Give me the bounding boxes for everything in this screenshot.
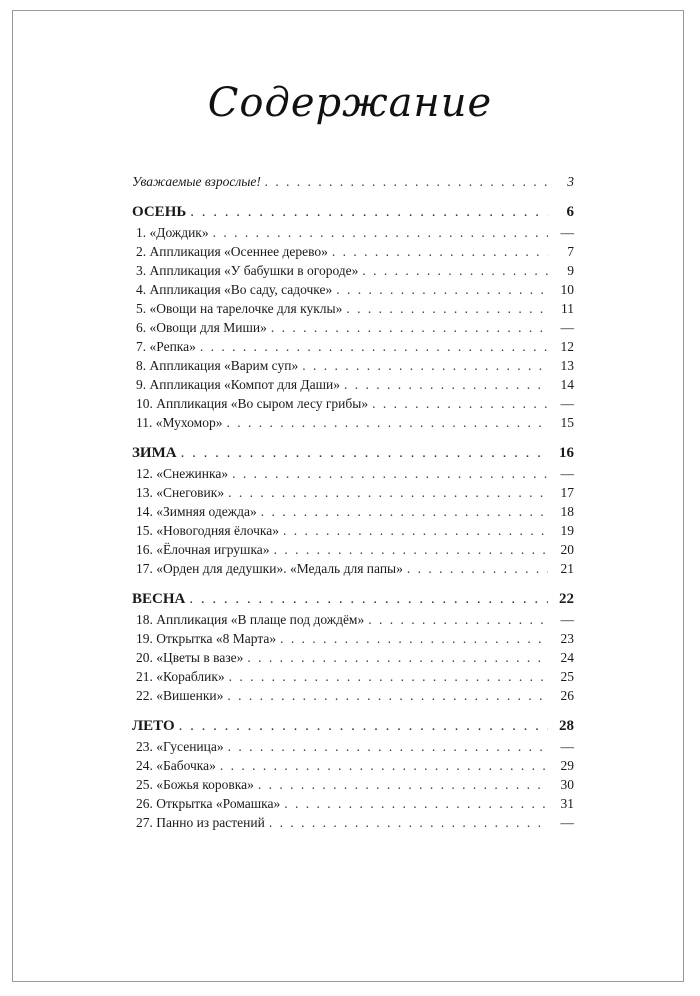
dot-leader [261, 502, 548, 521]
toc-entry[interactable] [132, 521, 574, 540]
toc-entry[interactable] [132, 356, 574, 375]
toc-entry[interactable] [132, 540, 574, 559]
toc-entry-page: 7 [567, 244, 574, 259]
toc-entry-page: — [560, 396, 574, 411]
toc-intro-entry[interactable] [132, 172, 574, 191]
toc-entry-title: 8. Аппликация «Варим суп» [136, 358, 299, 373]
toc-entry-title: 19. Открытка «8 Марта» [136, 631, 277, 646]
dot-leader [274, 540, 548, 559]
dot-leader [271, 318, 548, 337]
dot-leader [407, 559, 548, 578]
toc-entry-page: 21 [560, 561, 574, 576]
toc-entry[interactable] [132, 394, 574, 413]
section-page: 6 [566, 204, 574, 220]
dot-leader [226, 413, 548, 432]
dot-leader [228, 483, 548, 502]
page-title: Содержание [207, 80, 493, 126]
toc-entry-title: 27. Панно из растений [136, 815, 265, 830]
toc-entry-page: 19 [560, 523, 574, 538]
dot-leader [247, 648, 548, 667]
toc-entry-page: 13 [560, 358, 574, 373]
toc-entry-title: 20. «Цветы в вазе» [136, 650, 244, 665]
toc-entry[interactable] [132, 261, 574, 280]
toc-entry-page: — [560, 466, 574, 481]
toc-entry-page: 23 [560, 631, 574, 646]
dot-leader [332, 242, 548, 261]
toc-entry[interactable] [132, 648, 574, 667]
dot-leader [362, 261, 548, 280]
toc-entry[interactable] [132, 413, 574, 432]
dot-leader [228, 737, 548, 756]
toc-entry-page: 14 [560, 377, 574, 392]
toc-entry-title: 5. «Овощи на тарелочке для куклы» [136, 301, 343, 316]
toc-entry-page: 20 [560, 542, 574, 557]
toc-entry[interactable] [132, 280, 574, 299]
toc-entry[interactable] [132, 737, 574, 756]
toc-entry-page: 24 [560, 650, 574, 665]
toc-entry[interactable] [132, 813, 574, 832]
dot-leader [302, 356, 548, 375]
toc-entry-title: 7. «Репка» [136, 339, 196, 354]
toc-entry-page: 3 [567, 174, 574, 189]
section-title: ЛЕТО [132, 718, 175, 734]
toc-entry-title: 26. Открытка «Ромашка» [136, 796, 281, 811]
toc-entry-page: — [560, 320, 574, 335]
toc-section-heading[interactable] [132, 717, 574, 737]
dot-leader [283, 521, 548, 540]
toc-entry-page: 12 [560, 339, 574, 354]
toc-entry-title: 23. «Гусеница» [136, 739, 224, 754]
toc-entry-page: — [560, 225, 574, 240]
dot-leader [258, 775, 548, 794]
dot-leader [227, 686, 548, 705]
toc-entry-page: 31 [560, 796, 574, 811]
table-of-contents [132, 172, 574, 832]
toc-section-heading[interactable] [132, 203, 574, 223]
dot-leader [372, 394, 548, 413]
toc-entry-title: 12. «Снежинка» [136, 466, 229, 481]
toc-entry-title: 15. «Новогодняя ёлочка» [136, 523, 279, 538]
toc-entry-title: 3. Аппликация «У бабушки в огороде» [136, 263, 359, 278]
dot-leader [200, 337, 548, 356]
toc-entry-page: 10 [560, 282, 574, 297]
toc-entry-page: 26 [560, 688, 574, 703]
toc-section-heading[interactable] [132, 444, 574, 464]
toc-entry[interactable] [132, 375, 574, 394]
toc-entry-title: 11. «Мухомор» [136, 415, 223, 430]
section-page: 22 [559, 591, 574, 607]
dot-leader [179, 717, 548, 736]
toc-entry[interactable] [132, 629, 574, 648]
section-title: ЗИМА [132, 445, 177, 461]
toc-entry-page: 15 [560, 415, 574, 430]
toc-entry-title: 18. Аппликация «В плаще под дождём» [136, 612, 365, 627]
toc-entry[interactable] [132, 223, 574, 242]
toc-entry-page: 18 [560, 504, 574, 519]
toc-entry[interactable] [132, 794, 574, 813]
dot-leader [346, 299, 548, 318]
toc-entry-page: — [560, 612, 574, 627]
toc-entry[interactable] [132, 483, 574, 502]
toc-entry[interactable] [132, 502, 574, 521]
dot-leader [336, 280, 548, 299]
toc-entry-title: 2. Аппликация «Осеннее дерево» [136, 244, 328, 259]
toc-entry-title: 22. «Вишенки» [136, 688, 224, 703]
toc-entry-page: 25 [560, 669, 574, 684]
dot-leader [232, 464, 548, 483]
dot-leader [190, 203, 548, 222]
toc-entry-title: 13. «Снеговик» [136, 485, 225, 500]
toc-entry-title: 21. «Кораблик» [136, 669, 225, 684]
toc-entry[interactable] [132, 318, 574, 337]
toc-entry-page: 29 [560, 758, 574, 773]
toc-entry-title: 24. «Бабочка» [136, 758, 216, 773]
toc-section-heading[interactable] [132, 590, 574, 610]
toc-entry-title: 6. «Овощи для Миши» [136, 320, 267, 335]
toc-entry-title: 10. Аппликация «Во сыром лесу грибы» [136, 396, 369, 411]
section-page: 16 [559, 445, 574, 461]
toc-entry[interactable] [132, 337, 574, 356]
toc-entry-page: 17 [560, 485, 574, 500]
toc-entry[interactable] [132, 686, 574, 705]
dot-leader [284, 794, 548, 813]
toc-entry[interactable] [132, 299, 574, 318]
toc-entry-title: Уважаемые взрослые! [132, 174, 261, 189]
toc-entry-title: 14. «Зимняя одежда» [136, 504, 257, 519]
dot-leader [181, 444, 548, 463]
dot-leader [269, 813, 548, 832]
toc-entry-title: 25. «Божья коровка» [136, 777, 254, 792]
dot-leader [229, 667, 548, 686]
toc-entry-title: 9. Аппликация «Компот для Даши» [136, 377, 340, 392]
toc-entry-title: 16. «Ёлочная игрушка» [136, 542, 270, 557]
toc-entry-page: — [560, 739, 574, 754]
toc-entry[interactable] [132, 464, 574, 483]
toc-entry[interactable] [132, 559, 574, 578]
dot-leader [213, 223, 548, 242]
toc-sections [132, 203, 574, 832]
section-title: ВЕСНА [132, 591, 186, 607]
section-page: 28 [559, 718, 574, 734]
toc-entry[interactable] [132, 242, 574, 261]
dot-leader [280, 629, 548, 648]
toc-entry-title: 1. «Дождик» [136, 225, 209, 240]
toc-entry[interactable] [132, 667, 574, 686]
toc-entry[interactable] [132, 610, 574, 629]
section-title: ОСЕНЬ [132, 204, 187, 220]
dot-leader [220, 756, 548, 775]
toc-entry-title: 17. «Орден для дедушки». «Медаль для папы» [136, 561, 403, 576]
dot-leader [344, 375, 548, 394]
dot-leader [189, 590, 548, 609]
dot-leader [265, 172, 548, 191]
toc-entry-page: 9 [567, 263, 574, 278]
toc-entry[interactable] [132, 756, 574, 775]
dot-leader [368, 610, 548, 629]
toc-entry-title: 4. Аппликация «Во саду, садочке» [136, 282, 333, 297]
toc-entry[interactable] [132, 775, 574, 794]
toc-entry-page: — [560, 815, 574, 830]
toc-entry-page: 30 [560, 777, 574, 792]
toc-entry-page: 11 [561, 301, 574, 316]
